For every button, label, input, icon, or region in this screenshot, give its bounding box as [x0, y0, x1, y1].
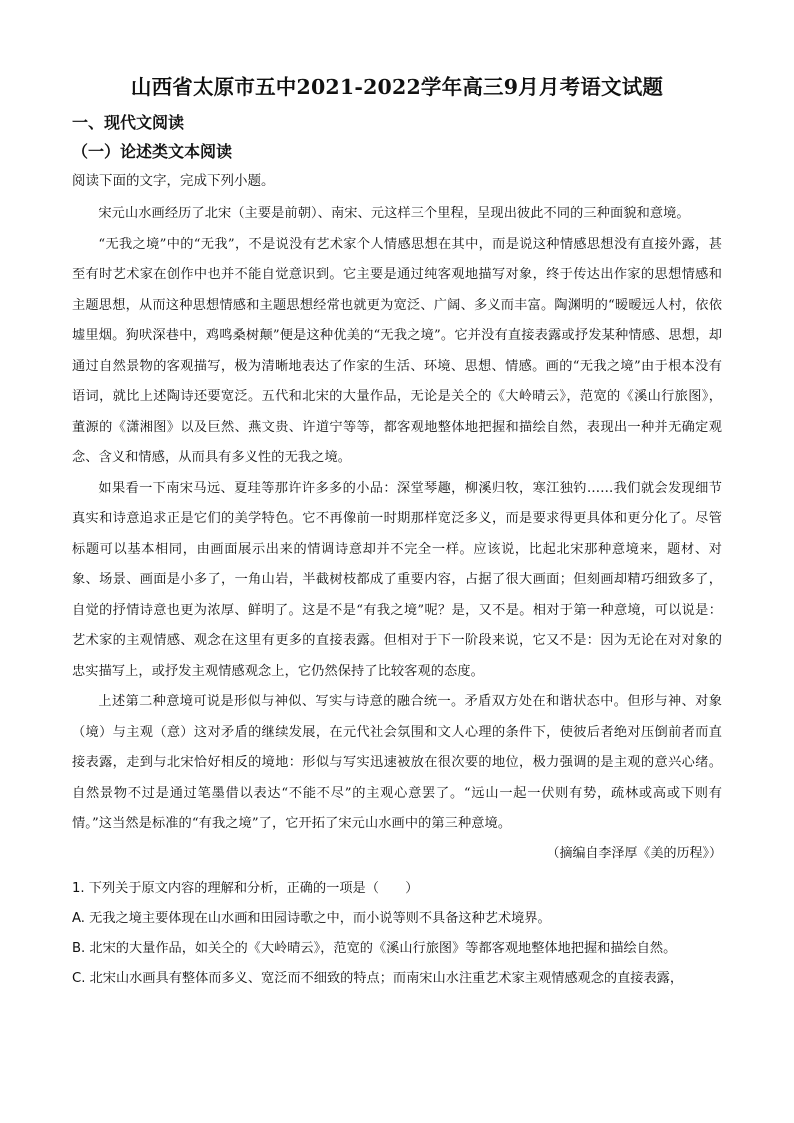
instruction-text: 阅读下面的文字，完成下列小题。: [72, 173, 275, 189]
section-heading: 一、现代文阅读: [72, 113, 185, 132]
page-title: 山西省太原市五中2021-2022学年高三9月月考语文试题: [130, 75, 664, 99]
passage-paragraph: 上述第二种意境可说是形似与神似、写实与诗意的融合统一。矛盾双方处在和谐状态中。但形与神、对象（境）与主观（意）这对矛盾的继续发展，在元代社会氛围和文人心理的条件下，使彼后者绝对压倒前者而直接表露，走到与北宋恰好相反的境地：形似与写实迅速被放在很次要的地位，极力强调的是主观的意兴心绪。自然景物不过是通过笔墨借以表达“不能不尽”的主观心意罢了。“远山一起一伏则有势，疏林或高或下则有情。”这当然是标准的“有我之境”了，它开拓了宋元山水画中的第三种意境。: [72, 694, 722, 831]
passage-paragraph: 宋元山水画经历了北宋（主要是前朝）、南宋、元这样三个里程，呈现出彼此不同的三种面貌和意境。: [98, 206, 690, 221]
option-a: A. 无我之境主要体现在山水画和田园诗歌之中，而小说等则不具备这种艺术境界。: [72, 910, 551, 926]
passage-paragraph: 如果看一下南宋马远、夏珪等那许许多多的小品：深堂琴趣，柳溪归牧，寒江独钓……我们就会发现细节真实和诗意追求正是它们的美学特色。它不再像前一时期那样宽泛多义，而是要求得更具体和更分化了。尽管标题可以基本相同，由画面展示出来的情调诗意却并不完全一样。应该说，比起北宋那种意境来，题材、对象、场景、画面是小多了，一角山岩，半截树枝都成了重要内容，占据了很大画面；但刻画却精巧细致多了，自觉的抒情诗意也更为浓厚、鲜明了。这是不是“有我之境”呢？是，又不是。相对于第一种意境，可以说是：艺术家的主观情感、观念在这里有更多的直接表露。但相对于下一阶段来说，它又不是：因为无论在对对象的忠实描写上，或抒发主观情感观念上，它仍然保持了比较客观的态度。: [72, 480, 722, 679]
option-b: B. 北宋的大量作品，如关仝的《大岭晴云》，范宽的《溪山行旅图》等都客观地整体地把握和描绘自然。: [72, 940, 677, 956]
passage-paragraph: “无我之境”中的“无我”，不是说没有艺术家个人情感思想在其中，而是说这种情感思想没有直接外露，甚至有时艺术家在创作中也并不能自觉意识到。它主要是通过纯客观地描写对象，终于传达出作家的思想情感和主题思想，从而这种思想情感和主题思想经常也就更为宽泛、广阔、多义而丰富。陶渊明的“暧暧远人村，依依墟里烟。狗吠深巷中，鸡鸣桑树颠”便是这种优美的“无我之境”。它并没有直接表露或抒发某种情感、思想，却通过自然景物的客观描写，极为清晰地表达了作家的生活、环境、思想、情感。画的“无我之境”由于根本没有语词，就比上述陶诗还要宽泛。五代和北宋的大量作品，无论是关仝的《大岭晴云》，范宽的《溪山行旅图》，董源的《潇湘图》以及巨然、燕文贵、许道宁等等，都客观地整体地把握和描绘自然，表现出一种并无确定观念、含义和情感，从而具有多义性的无我之境。: [72, 236, 722, 465]
option-c: C. 北宋山水画具有整体而多义、宽泛而不细致的特点；而南宋山水注重艺术家主观情感观念的直接表露，: [72, 970, 684, 986]
subsection-heading: （一）论述类文本阅读: [72, 142, 233, 161]
question-stem: 1. 下列关于原文内容的理解和分析，正确的一项是（ ）: [72, 880, 419, 896]
source-citation: （摘编自李泽厚《美的历程》）: [546, 845, 722, 861]
reading-passage: [72, 199, 722, 840]
